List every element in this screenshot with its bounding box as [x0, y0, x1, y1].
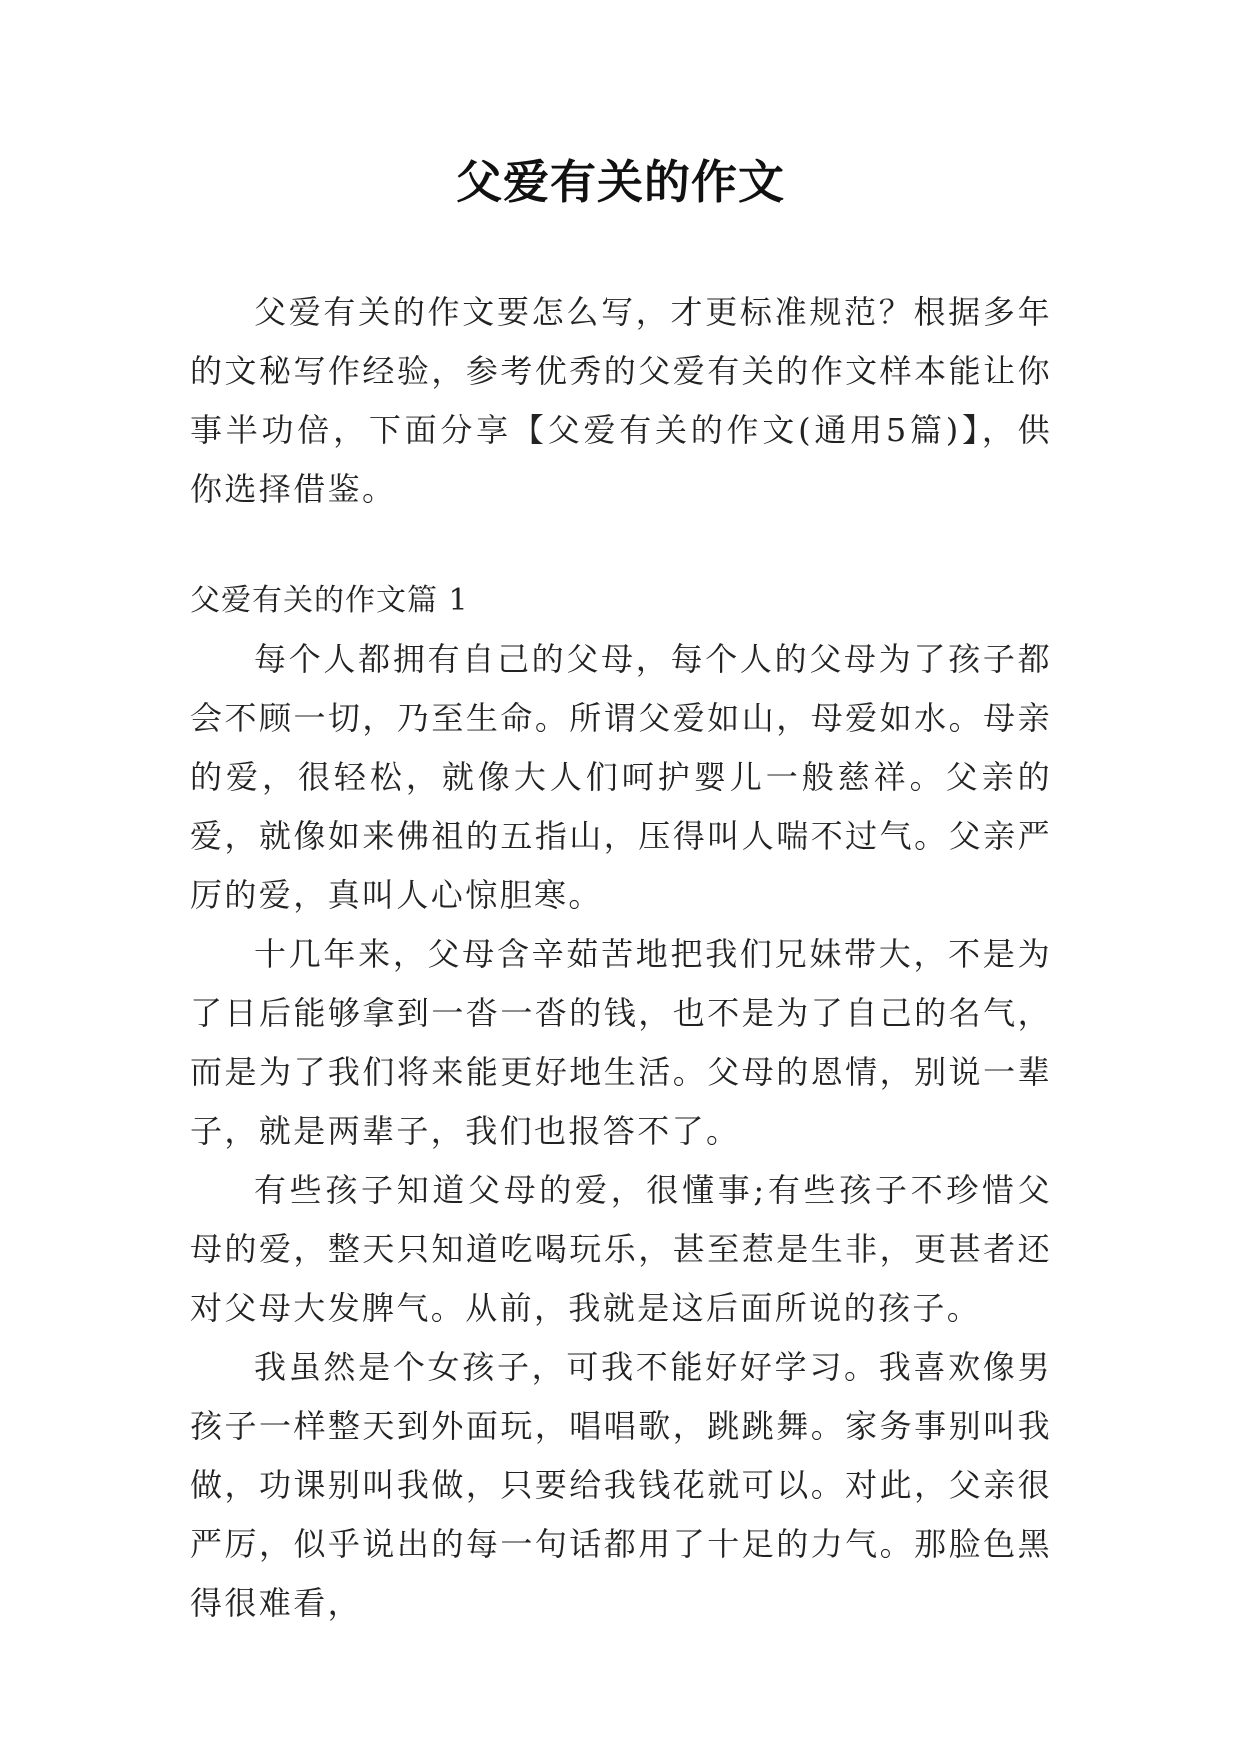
body-paragraph: 每个人都拥有自己的父母，每个人的父母为了孩子都会不顾一切，乃至生命。所谓父爱如山，母爱如水。母亲的爱，很轻松，就像大人们呵护婴儿一般慈祥。父亲的爱，就像如来佛祖的五指山，压得叫人喘不过气。父亲严厉的爱，真叫人心惊胆寒。: [190, 640, 1052, 914]
body-paragraph: 有些孩子知道父母的爱，很懂事;有些孩子不珍惜父母的爱，整天只知道吃喝玩乐，甚至惹是生非，更甚者还对父母大发脾气。从前，我就是这后面所说的孩子。: [190, 1171, 1052, 1327]
section-heading: 父爱有关的作文篇 1: [190, 583, 469, 618]
body-paragraph: 我虽然是个女孩子，可我不能好好学习。我喜欢像男孩子一样整天到外面玩，唱唱歌，跳跳舞。家务事别叫我做，功课别叫我做，只要给我钱花就可以。对此，父亲很严厉，似乎说出的每一句话都用了十足的力气。那脸色黑得很难看，: [190, 1348, 1052, 1622]
intro-paragraph: 父爱有关的作文要怎么写，才更标准规范？根据多年的文秘写作经验，参考优秀的父爱有关的作文样本能让你事半功倍，下面分享【父爱有关的作文(通用5篇)】，供你选择借鉴。: [190, 293, 1052, 508]
body-paragraph: 十几年来，父母含辛茹苦地把我们兄妹带大，不是为了日后能够拿到一沓一沓的钱，也不是为了自己的名气，而是为了我们将来能更好地生活。父母的恩情，别说一辈子，就是两辈子，我们也报答不了。: [190, 935, 1052, 1150]
document-title: 父爱有关的作文: [456, 155, 785, 209]
document-body: [190, 283, 1052, 1633]
